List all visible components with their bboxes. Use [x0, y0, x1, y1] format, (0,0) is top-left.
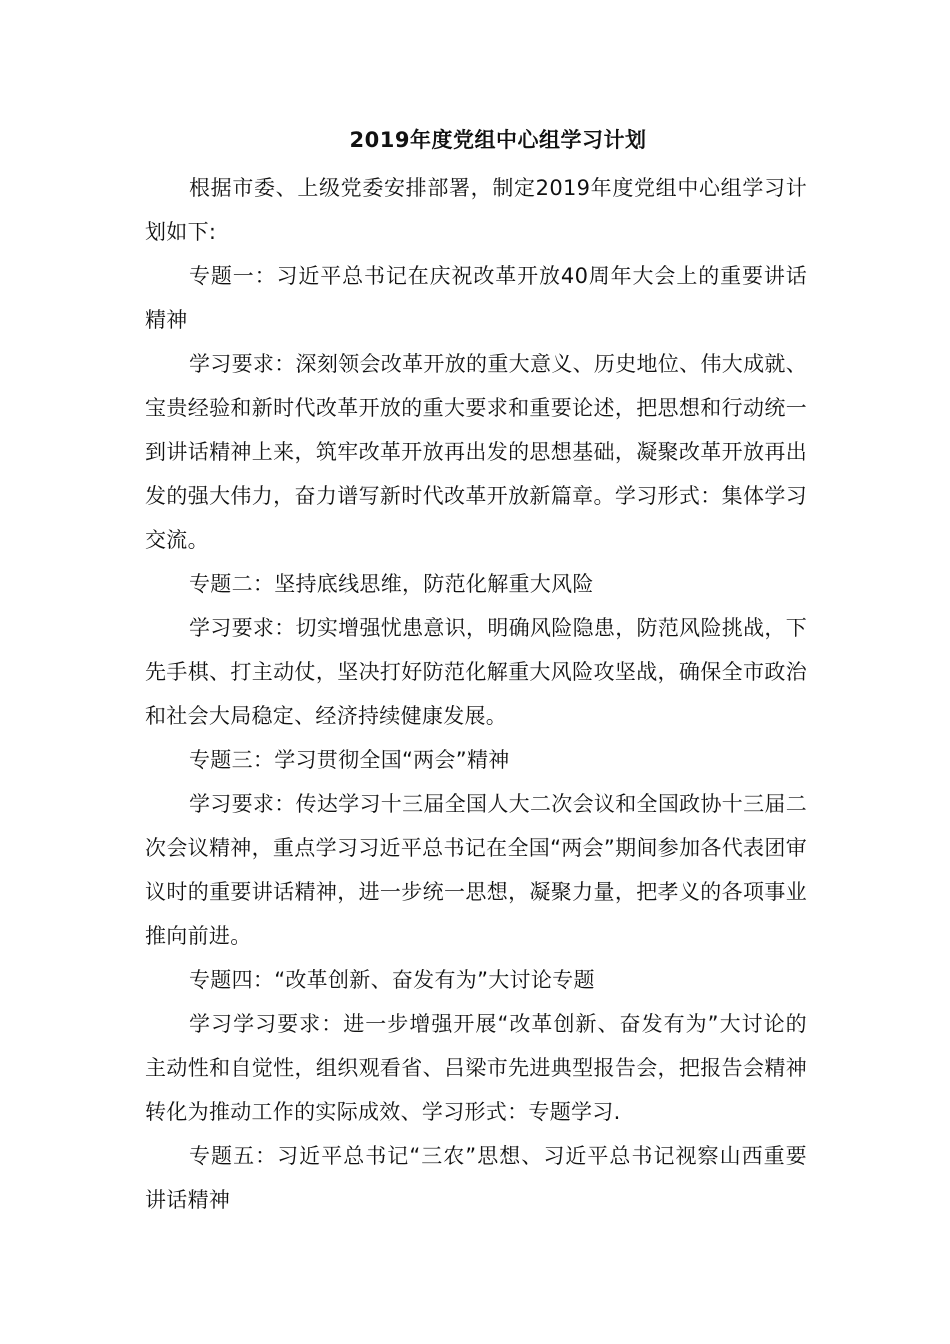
topic-5-heading: 专题五：习近平总书记“三农”思想、习近平总书记视察山西重要讲话精神: [145, 1144, 807, 1212]
document-body: [145, 166, 807, 1222]
intro-paragraph: 根据市委、上级党委安排部署，制定2019年度党组中心组学习计划如下:: [145, 176, 807, 244]
topic-4-requirements: 学习学习要求：进一步增强开展“改革创新、奋发有为”大讨论的主动性和自觉性，组织观看省、吕梁市先进典型报告会，把报告会精神转化为推动工作的实际成效、学习形式：专题学习.: [145, 1012, 807, 1124]
topic-3-requirements: 学习要求：传达学习十三届全国人大二次会议和全国政协十三届二次会议精神，重点学习习近平总书记在全国“两会”期间参加各代表团审议时的重要讲话精神，进一步统一思想，凝聚力量，把孝义的各项事业推向前进。: [145, 792, 807, 948]
topic-3-heading: 专题三：学习贯彻全国“两会”精神: [189, 748, 510, 772]
document-title: 2019年度党组中心组学习计划: [349, 128, 647, 152]
topic-1-heading: 专题一：习近平总书记在庆祝改革开放40周年大会上的重要讲话精神: [145, 264, 807, 332]
topic-1-requirements: 学习要求：深刻领会改革开放的重大意义、历史地位、伟大成就、宝贵经验和新时代改革开放的重大要求和重要论述，把思想和行动统一到讲话精神上来，筑牢改革开放再出发的思想基础，凝聚改革开放再出发的强大伟力，奋力谱写新时代改革开放新篇章。学习形式：集体学习交流。: [145, 352, 807, 552]
topic-2-heading: 专题二：坚持底线思维，防范化解重大风险: [189, 572, 594, 596]
topic-4-heading: 专题四：“改革创新、奋发有为”大讨论专题: [189, 968, 595, 992]
topic-2-requirements: 学习要求：切实增强忧患意识，明确风险隐患，防范风险挑战，下先手棋、打主动仗，坚决打好防范化解重大风险攻坚战，确保全市政治和社会大局稳定、经济持续健康发展。: [145, 616, 807, 728]
